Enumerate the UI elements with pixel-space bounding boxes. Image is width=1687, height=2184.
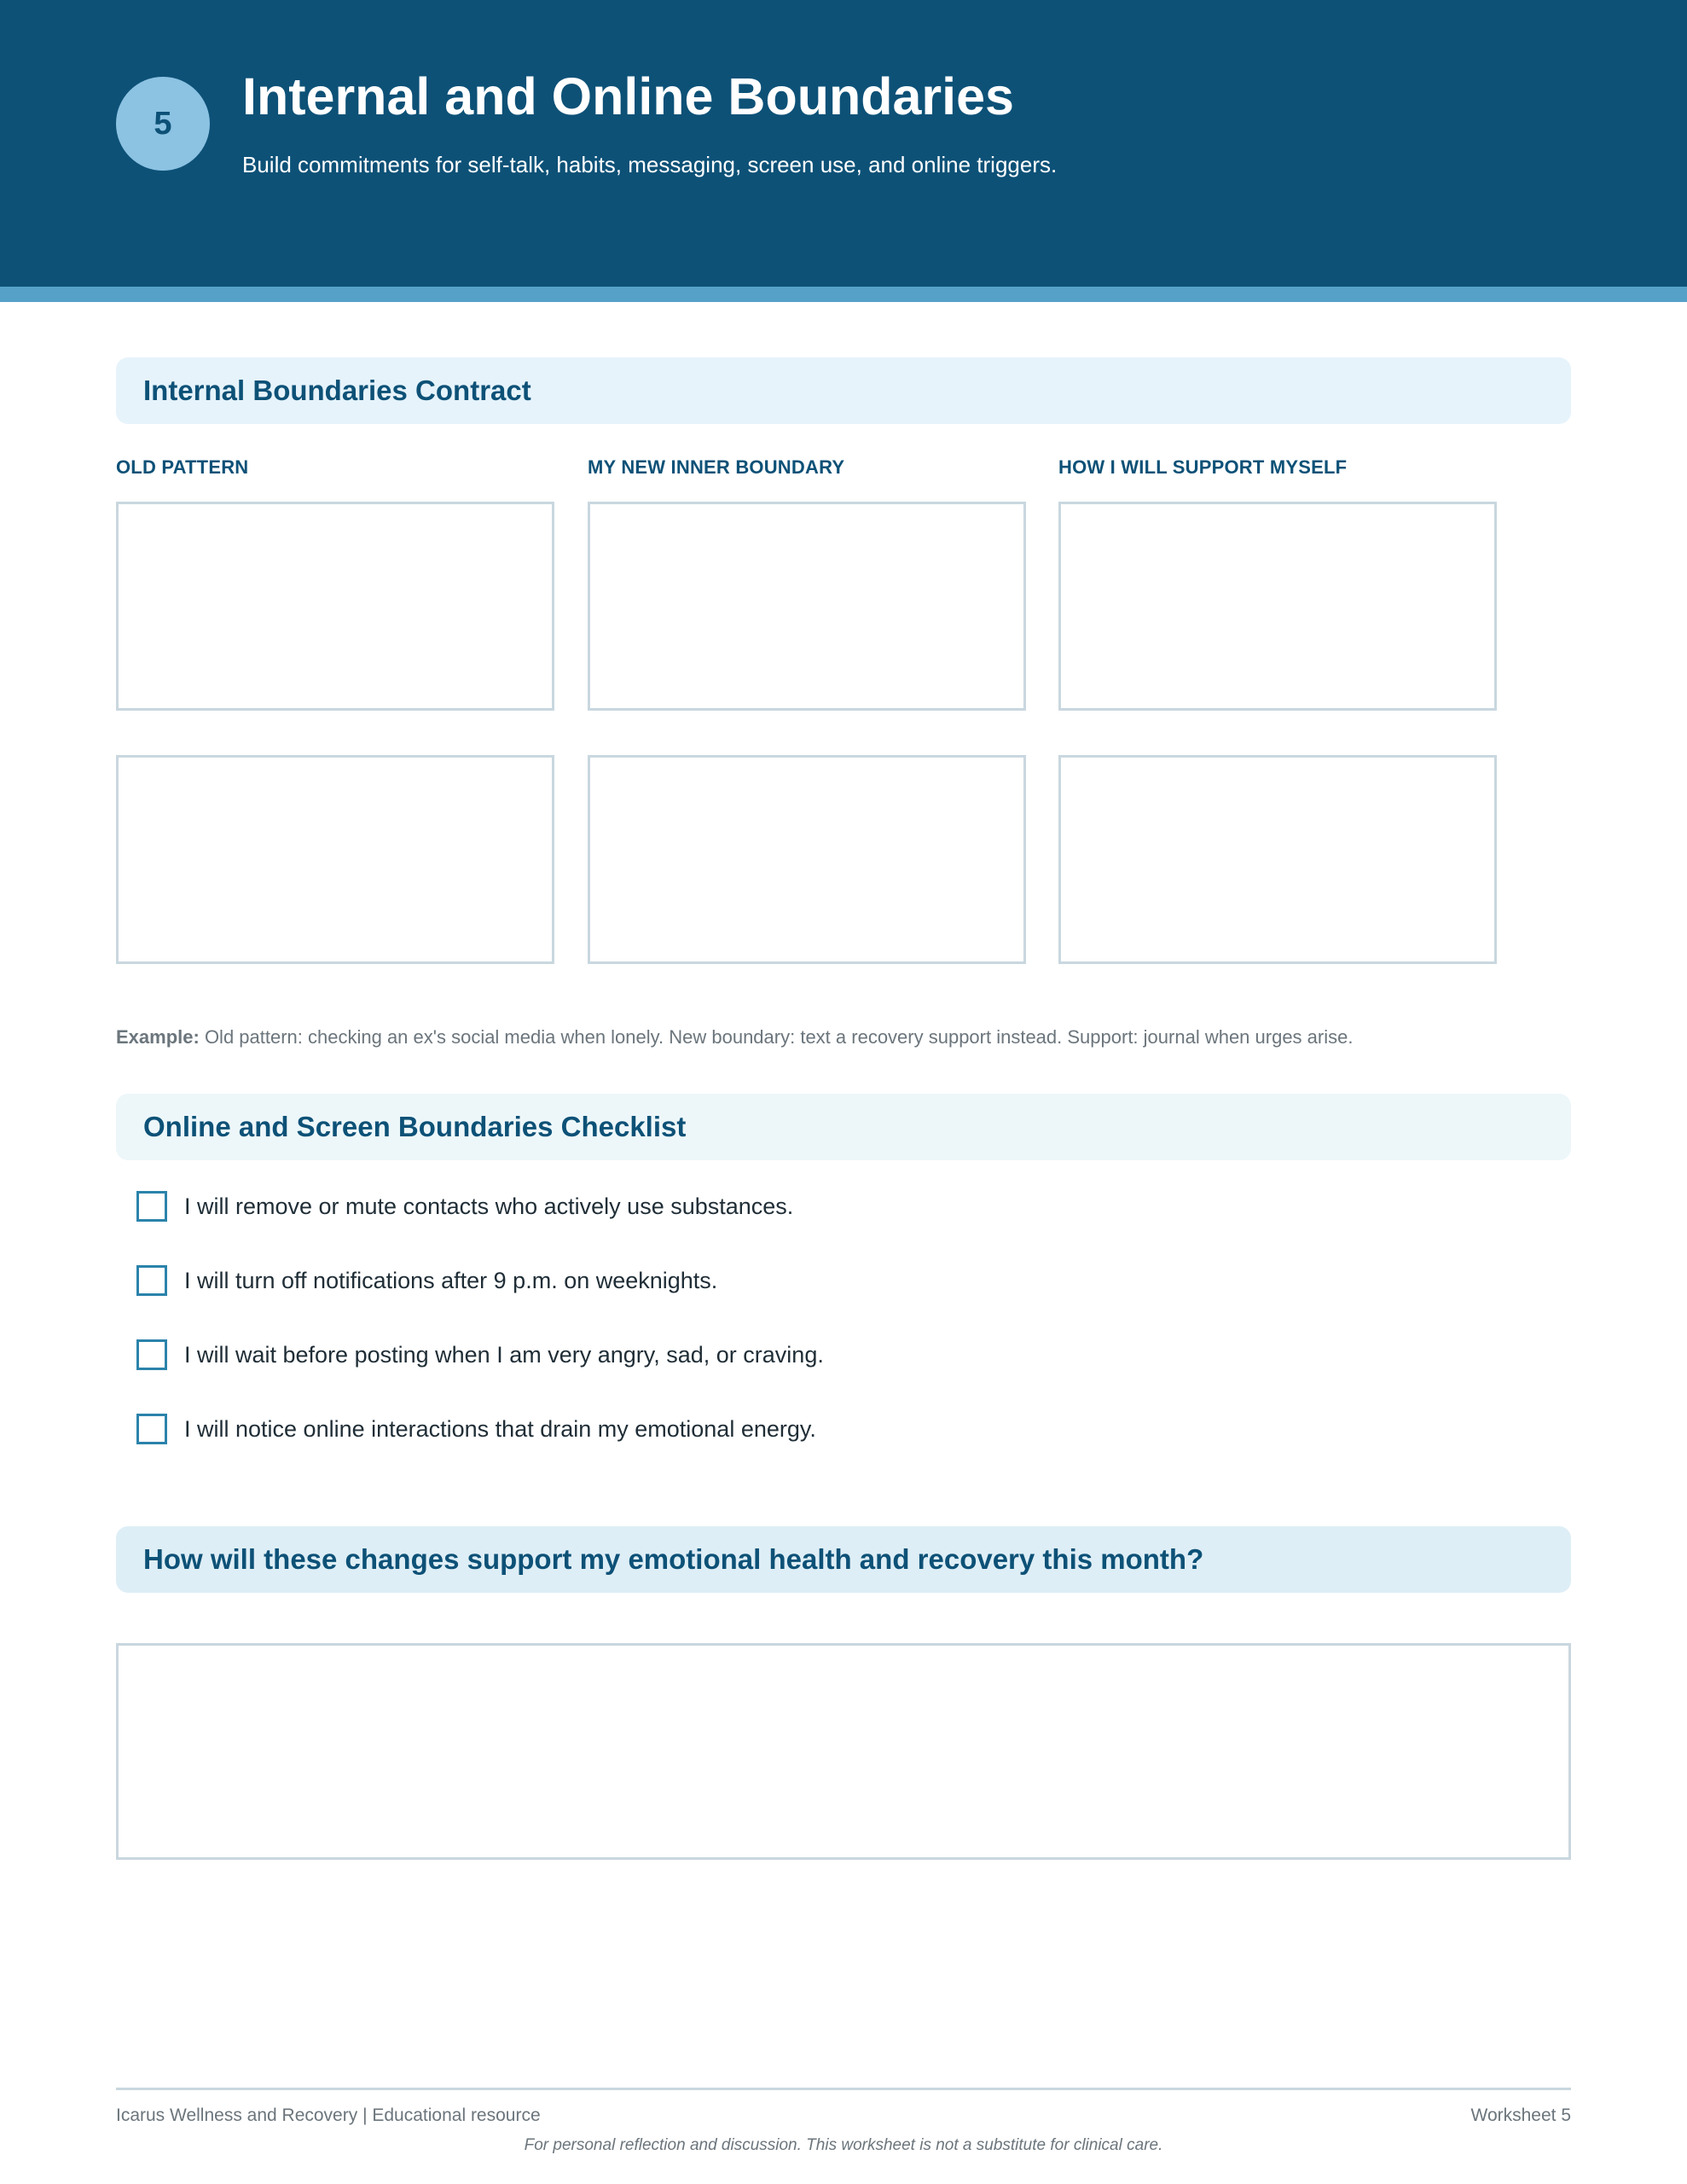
footer-disclaimer: For personal reflection and discussion. This worksheet is not a substitute for clinical care.: [524, 2136, 1163, 2154]
reflection-heading: How will these changes support my emotional health and recovery this month?: [143, 1543, 1204, 1575]
checklist-heading: Online and Screen Boundaries Checklist: [143, 1111, 687, 1142]
checklist-item-label: I will turn off notifications after 9 p.m. on weeknights.: [184, 1267, 718, 1293]
reflection-answer-field[interactable]: [116, 1643, 1571, 1860]
checklist-item: [136, 1338, 824, 1372]
support-field-2[interactable]: [1058, 755, 1497, 964]
checkbox[interactable]: [136, 1265, 167, 1296]
example-text: Old pattern: checking an ex's social media when lonely. New boundary: text a recovery support instead. Support: journal when urges arise.: [199, 1026, 1354, 1048]
checklist-item: [136, 1412, 816, 1446]
checkbox[interactable]: [136, 1191, 167, 1222]
checklist-item: [136, 1189, 793, 1223]
footer-divider: [116, 2088, 1571, 2090]
checklist-item: [136, 1263, 717, 1298]
checklist-item-label: I will remove or mute contacts who actively use substances.: [184, 1193, 794, 1219]
checklist-item-label: I will wait before posting when I am very angry, sad, or craving.: [184, 1341, 824, 1368]
checkbox[interactable]: [136, 1414, 167, 1444]
example-note: [116, 1026, 1353, 1048]
footer-worksheet-label: Worksheet 5: [1470, 2106, 1571, 2125]
checklist-item-label: I will notice online interactions that drain my emotional energy.: [184, 1415, 816, 1442]
page-subtitle: Build commitments for self-talk, habits, messaging, screen use, and online triggers.: [242, 152, 1058, 177]
checkbox[interactable]: [136, 1339, 167, 1370]
page-title: Internal and Online Boundaries: [242, 67, 1014, 125]
footer-organization: Icarus Wellness and Recovery | Educational resource: [116, 2106, 541, 2125]
support-field-1[interactable]: [1058, 502, 1497, 711]
column-header-old-pattern: OLD PATTERN: [116, 456, 249, 478]
header-accent-stripe: [0, 287, 1687, 302]
reflection-section-header: [116, 1526, 1571, 1593]
old-pattern-field-1[interactable]: [116, 502, 554, 711]
contract-section-header: [116, 357, 1571, 424]
new-boundary-field-2[interactable]: [588, 755, 1026, 964]
contract-heading: Internal Boundaries Contract: [143, 375, 531, 406]
example-lead: Example:: [116, 1026, 200, 1048]
worksheet-number-badge: 5: [116, 77, 210, 171]
checklist-section-header: [116, 1094, 1571, 1160]
new-boundary-field-1[interactable]: [588, 502, 1026, 711]
column-header-new-boundary: MY NEW INNER BOUNDARY: [588, 456, 845, 478]
page-header: [0, 0, 1687, 287]
old-pattern-field-2[interactable]: [116, 755, 554, 964]
column-header-support: HOW I WILL SUPPORT MYSELF: [1058, 456, 1348, 478]
